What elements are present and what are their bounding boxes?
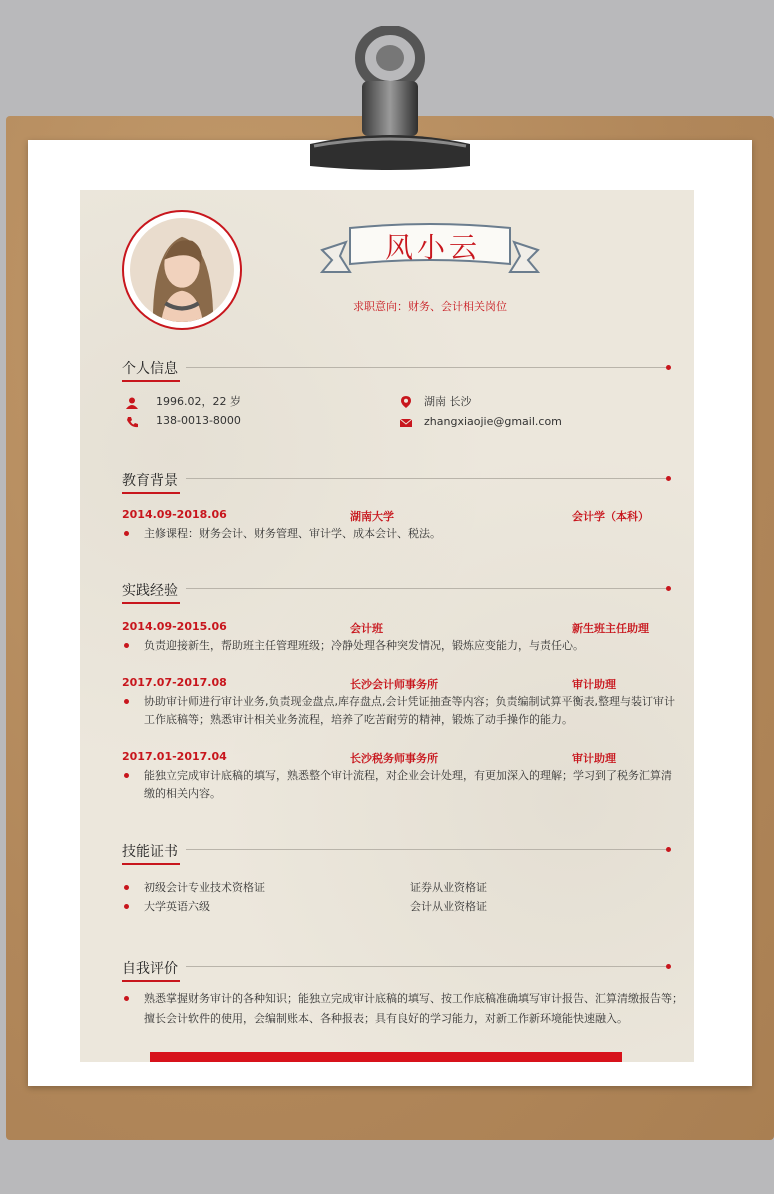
bullet xyxy=(124,699,129,704)
resume-paper xyxy=(80,190,694,1062)
exp-line: 能独立完成审计底稿的填写，熟悉整个审计流程，对企业会计处理，有更加深入的理解；学习到了税务汇算清 xyxy=(144,769,672,782)
bullet xyxy=(124,996,129,1001)
exp-role: 审计助理 xyxy=(572,752,616,765)
skill-item: 会计从业资格证 xyxy=(410,900,487,913)
portrait-image xyxy=(130,218,234,322)
binder-clip-icon xyxy=(300,26,480,176)
bullet xyxy=(124,904,129,909)
section-dot xyxy=(666,365,671,370)
section-title-skills: 技能证书 xyxy=(122,841,178,861)
exp-org: 会计班 xyxy=(350,622,383,635)
section-dot xyxy=(666,847,671,852)
section-divider xyxy=(186,588,666,589)
skill-item: 大学英语六级 xyxy=(144,900,210,913)
bottom-accent-bar xyxy=(150,1052,622,1062)
section-divider xyxy=(186,367,666,368)
bullet xyxy=(124,885,129,890)
skill-item: 证券从业资格证 xyxy=(410,881,487,894)
candidate-name: 风小云 xyxy=(384,231,481,264)
edu-major: 会计学（本科） xyxy=(572,510,649,523)
edu-school: 湖南大学 xyxy=(350,510,394,523)
phone-number: 138-0013-8000 xyxy=(156,414,241,427)
section-divider xyxy=(186,849,666,850)
edu-date: 2014.09-2018.06 xyxy=(122,508,227,521)
bullet xyxy=(124,531,129,536)
section-title-experience: 实践经验 xyxy=(122,580,178,600)
exp-line: 工作底稿等；熟悉审计相关业务流程，培养了吃苦耐劳的精神，锻炼了动手操作的能力。 xyxy=(144,713,573,726)
section-dot xyxy=(666,476,671,481)
self-eval-line: 熟悉掌握财务审计的各种知识；能独立完成审计底稿的填写、按工作底稿准确填写审计报告、汇算清缴报告等； xyxy=(144,992,683,1005)
mail-icon xyxy=(400,417,412,429)
bullet xyxy=(124,773,129,778)
job-intent: 求职意向：财务、会计相关岗位 xyxy=(353,300,507,313)
skill-item: 初级会计专业技术资格证 xyxy=(144,881,265,894)
section-divider xyxy=(186,966,666,967)
section-dot xyxy=(666,586,671,591)
exp-date: 2014.09-2015.06 xyxy=(122,620,227,633)
section-divider xyxy=(186,478,666,479)
self-eval-line: 擅长会计软件的使用，会编制账本、各种报表；具有良好的学习能力，对新工作新环境能快速融入。 xyxy=(144,1012,628,1025)
exp-line: 协助审计师进行审计业务,负责现金盘点,库存盘点,会计凭证抽查等内容；负责编制试算平衡表,整理与装订审计 xyxy=(144,695,675,708)
edu-detail: 主修课程：财务会计、财务管理、审计学、成本会计、税法。 xyxy=(144,527,441,540)
birth-info: 1996.02，22 岁 xyxy=(156,395,241,408)
exp-date: 2017.07-2017.08 xyxy=(122,676,227,689)
phone-icon xyxy=(126,416,138,428)
section-title-self: 自我评价 xyxy=(122,958,178,978)
location-icon xyxy=(400,396,412,408)
exp-role: 审计助理 xyxy=(572,678,616,691)
location: 湖南 长沙 xyxy=(424,395,472,408)
avatar xyxy=(122,210,242,330)
bullet xyxy=(124,643,129,648)
person-icon xyxy=(126,397,138,409)
section-title-personal: 个人信息 xyxy=(122,358,178,378)
section-dot xyxy=(666,964,671,969)
exp-org: 长沙税务师事务所 xyxy=(350,752,438,765)
email: zhangxiaojie@gmail.com xyxy=(424,415,562,428)
exp-line: 缴的相关内容。 xyxy=(144,787,221,800)
exp-line: 负责迎接新生，帮助班主任管理班级；冷静处理各种突发情况，锻炼应变能力，与责任心。 xyxy=(144,639,584,652)
exp-role: 新生班主任助理 xyxy=(572,622,649,635)
exp-org: 长沙会计师事务所 xyxy=(350,678,438,691)
section-title-education: 教育背景 xyxy=(122,470,178,490)
exp-date: 2017.01-2017.04 xyxy=(122,750,227,763)
